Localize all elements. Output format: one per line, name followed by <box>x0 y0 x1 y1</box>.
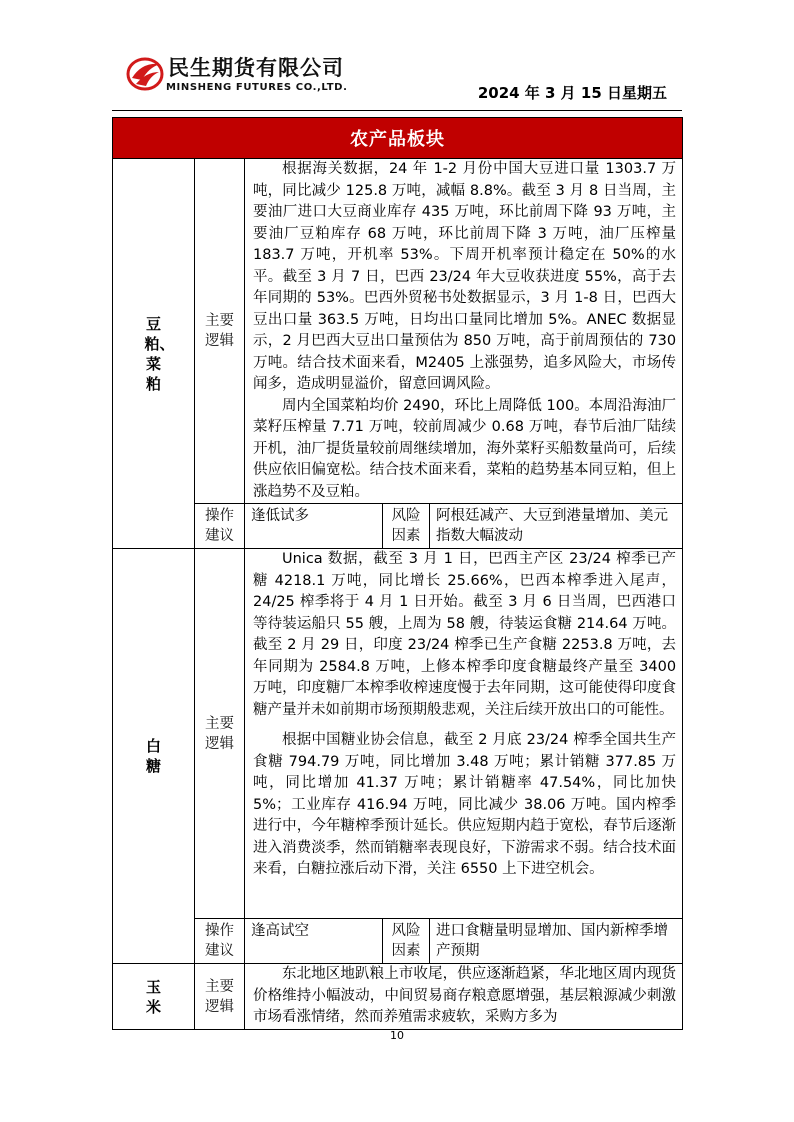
company-name-en: MINSHENG FUTURES CO.,LTD. <box>166 82 348 93</box>
company-logo <box>126 52 362 98</box>
main-logic-corn <box>245 964 683 1030</box>
minsheng-logo-icon <box>126 56 164 92</box>
section-title: 农产品板块 <box>113 118 683 159</box>
paragraph: Unica 数据，截至 3 月 1 日，巴西主产区 23/24 榨季已产糖 4218.1 万吨，同比增长 25.66%，巴西本榨季进入尾声，24/25 榨季将于 4 月 1 日开始。截至 3 月 6 日当周，巴西港口等待装运船只 55 艘，上周为 58 艘，待装运食糖 214.64 万吨。截至 2 月 29 日，印度 23/24 榨季已生产食糖 2253.8 万吨，去年同期为 2584.8 万吨，上修本榨季印度食糖最终产量至 3400 万吨，印度糖厂本榨季收榨速度慢于去年同期，这可能使得印度食糖产量并未如前期市场预期般悲观，关注后续开放出口的可能性。 <box>253 551 677 718</box>
category-soymeal: 豆粕、菜粕 <box>113 159 195 549</box>
operation-label: 操作建议 <box>195 919 245 964</box>
agri-table <box>112 117 683 1030</box>
main-logic-label: 主要逻辑 <box>195 549 245 919</box>
page-number: 10 <box>390 1029 404 1042</box>
page-header <box>0 0 794 118</box>
header-divider <box>112 110 682 111</box>
main-logic-label: 主要逻辑 <box>195 964 245 1030</box>
paragraph: 根据中国糖业协会信息，截至 2 月底 23/24 榨季全国共生产食糖 794.79 万吨，同比增加 3.48 万吨；累计销糖 377.85 万吨，同比增加 41.37 万吨；累计销糖率 47.54%，同比加快 5%；工业库存 416.94 万吨，同比减少 38.06 万吨。国内榨季进行中，今年糖榨季预计延长。供应短期内趋于宽松，春节后逐渐进入消费淡季，然而销糖率表现良好，下游需求不弱。结合技术面来看，白糖拉涨后动下滑，关注 6550 上下进空机会。 <box>253 732 677 877</box>
paragraph: 根据海关数据，24 年 1-2 月份中国大豆进口量 1303.7 万吨，同比减少 125.8 万吨，减幅 8.8%。截至 3 月 8 日当周，主要油厂进口大豆商业库存 435 万吨，环比前周下降 93 万吨，主要油厂豆粕库存 68 万吨，环比前周下降 3 万吨，油厂压榨量 183.7 万吨，开机率 53%。下周开机率预计稳定在 50%的水平。截至 3 月 7 日，巴西 23/24 年大豆收获进度 55%，高于去年同期的 53%。巴西外贸秘书处数据显示，3 月 1-8 日，巴西大豆出口量 363.5 万吨，日均出口量同比增加 5%。ANEC 数据显示，2 月巴西大豆出口量预估为 850 万吨，高于前周预估的 730 万吨。结合技术面来看，M2405 上涨强势，追多风险大，市场传闻多，造成明显溢价，留意回调风险。 <box>253 161 677 392</box>
risk-soymeal: 阿根廷减产、大豆到港量增加、美元指数大幅波动 <box>430 504 683 549</box>
risk-label: 风险因素 <box>383 504 430 549</box>
risk-sugar: 进口食糖量明显增加、国内新榨季增产预期 <box>430 919 683 964</box>
category-sugar: 白糖 <box>113 549 195 964</box>
category-corn: 玉米 <box>113 964 195 1030</box>
operation-label: 操作建议 <box>195 504 245 549</box>
operation-sugar: 逢高试空 <box>245 919 383 964</box>
risk-label: 风险因素 <box>383 919 430 964</box>
paragraph: 周内全国菜粕均价 2490，环比上周降低 100。本周沿海油厂菜籽压榨量 7.71 万吨，较前周减少 0.68 万吨，春节后油厂陆续开机，油厂提货量较前周继续增加，海外菜籽买船数量尚可，后续供应依旧偏宽松。结合技术面来看，菜粕的趋势基本同豆粕，但上涨趋势不及豆粕。 <box>253 397 677 500</box>
main-logic-soymeal <box>245 159 683 504</box>
main-logic-label: 主要逻辑 <box>195 159 245 504</box>
report-date: 2024 年 3 月 15 日星期五 <box>477 84 667 102</box>
operation-soymeal: 逢低试多 <box>245 504 383 549</box>
paragraph: 东北地区地趴粮上市收尾，供应逐渐趋紧，华北地区周内现货价格维持小幅波动，中间贸易商存粮意愿增强，基层粮源减少刺激市场看涨情绪，然而养殖需求疲软，采购方多为 <box>253 966 677 1025</box>
company-name-cn: 民生期货有限公司 <box>168 56 344 80</box>
main-logic-sugar <box>245 549 683 919</box>
